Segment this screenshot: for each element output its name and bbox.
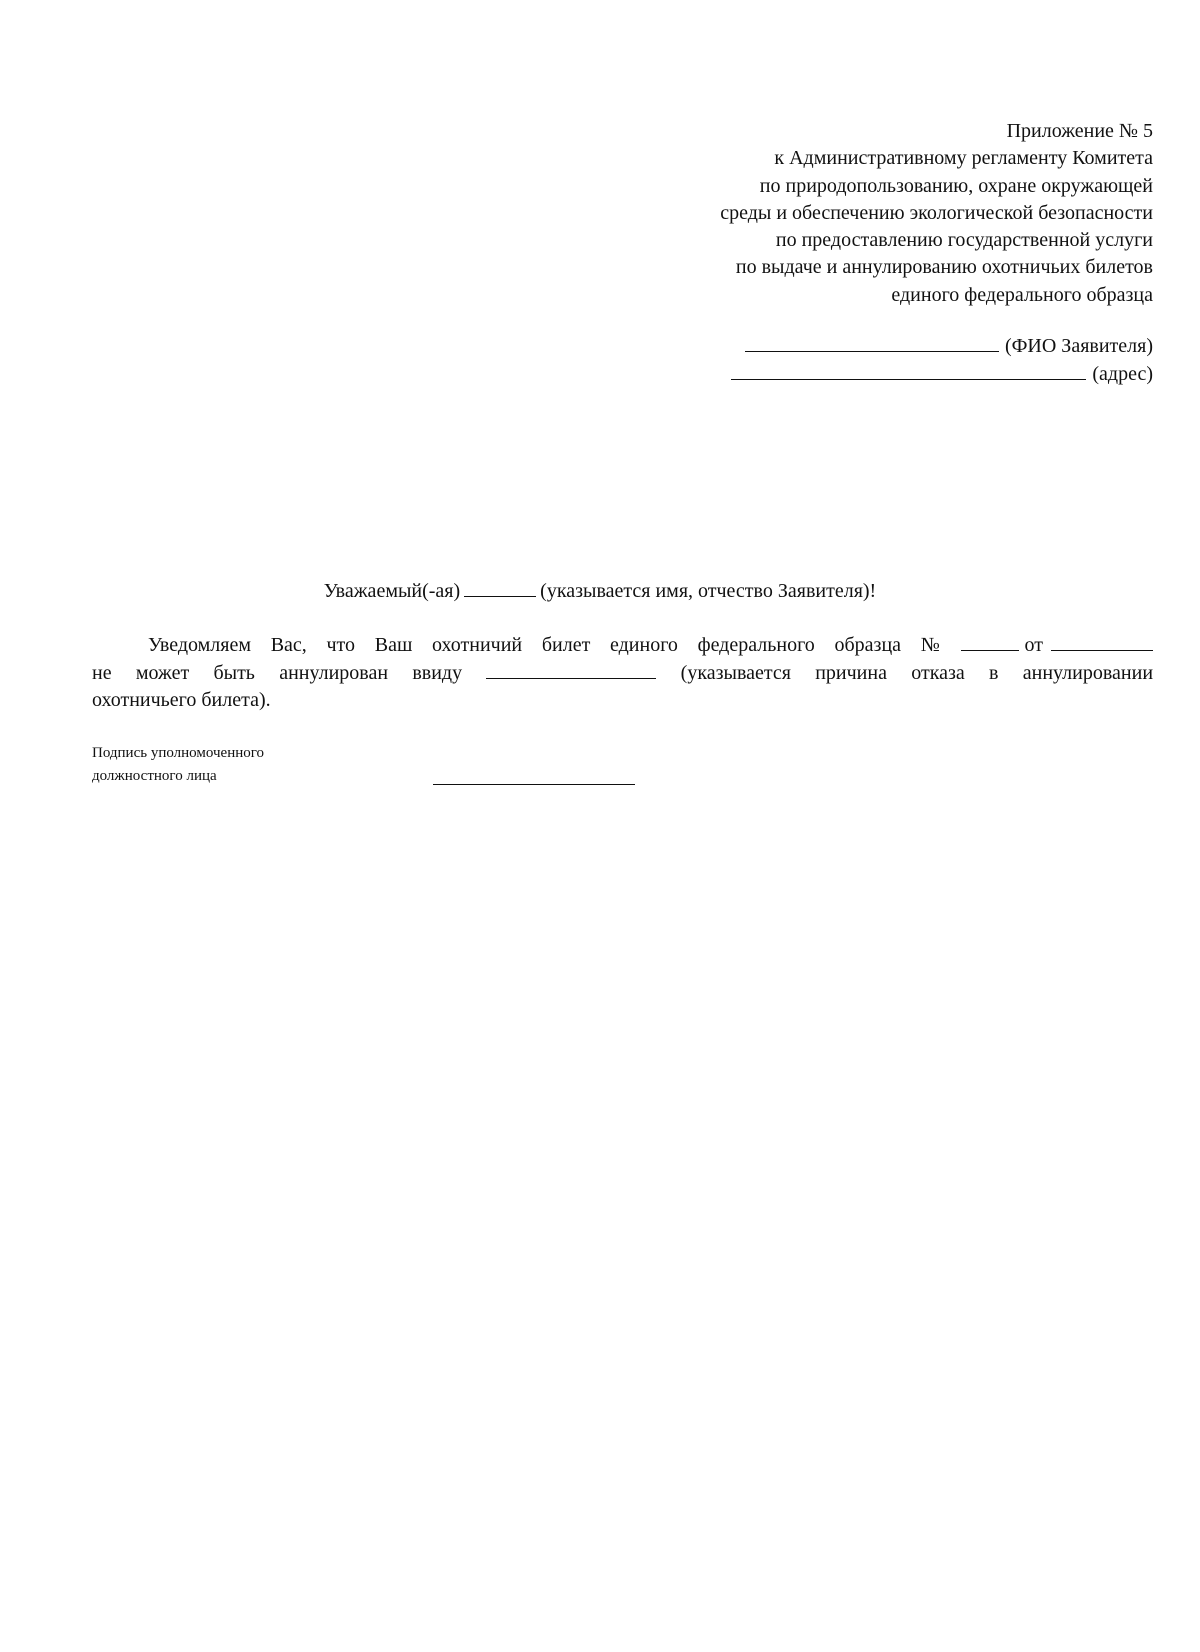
appendix-header <box>720 118 1153 309</box>
signature-label-line-2: должностного лица <box>92 768 217 784</box>
recipient-address-label: (адрес) <box>1092 363 1153 385</box>
paragraph-line-3: охотничьего билета). <box>92 689 271 711</box>
recipient-address-blank <box>731 361 1086 380</box>
paragraph-line-2-prefix: не может быть аннулирован ввиду <box>92 661 463 684</box>
greeting-line <box>0 577 1200 605</box>
greeting-suffix: (указывается имя, отчество Заявителя)! <box>540 580 877 602</box>
signature-label-line-1: Подпись уполномоченного <box>92 745 265 761</box>
appendix-subtitle-line: среды и обеспечению экологической безопасности <box>720 201 1153 224</box>
ticket-number-blank <box>961 632 1019 651</box>
appendix-subtitle-line: по природопользованию, охране окружающей <box>759 174 1153 197</box>
appendix-subtitle-line: по предоставлению государственной услуги <box>775 229 1153 252</box>
appendix-title: Приложение № 5 <box>1006 120 1153 142</box>
signature-blank-line <box>433 784 635 785</box>
recipient-fio-label: (ФИО Заявителя) <box>1004 335 1153 357</box>
recipient-address-row <box>731 360 1153 388</box>
paragraph-line-1-text: Уведомляем Вас, что Ваш охотничий билет единого федерального образца № <box>148 634 955 656</box>
recipient-fio-blank <box>745 333 999 352</box>
recipient-block <box>731 332 1153 388</box>
notification-paragraph <box>92 632 1153 715</box>
paragraph-line-2-suffix: (указывается причина отказа в аннулировании <box>680 661 1154 684</box>
refusal-reason-blank <box>486 660 656 679</box>
ticket-date-blank <box>1051 632 1153 651</box>
appendix-subtitle-line: по выдаче и аннулированию охотничьих билетов <box>735 256 1153 279</box>
greeting-prefix: Уважаемый(-ая) <box>323 580 461 602</box>
paragraph-date-prefix: от <box>1024 634 1043 656</box>
paragraph-line-2 <box>92 660 1153 688</box>
appendix-subtitle-line: единого федерального образца <box>891 283 1153 306</box>
appendix-subtitle-line: к Административному регламенту Комитета <box>774 147 1153 170</box>
paragraph-line-1 <box>92 632 1153 660</box>
recipient-fio-row <box>731 332 1153 360</box>
signature-block <box>92 742 264 788</box>
greeting-name-blank <box>464 578 536 597</box>
